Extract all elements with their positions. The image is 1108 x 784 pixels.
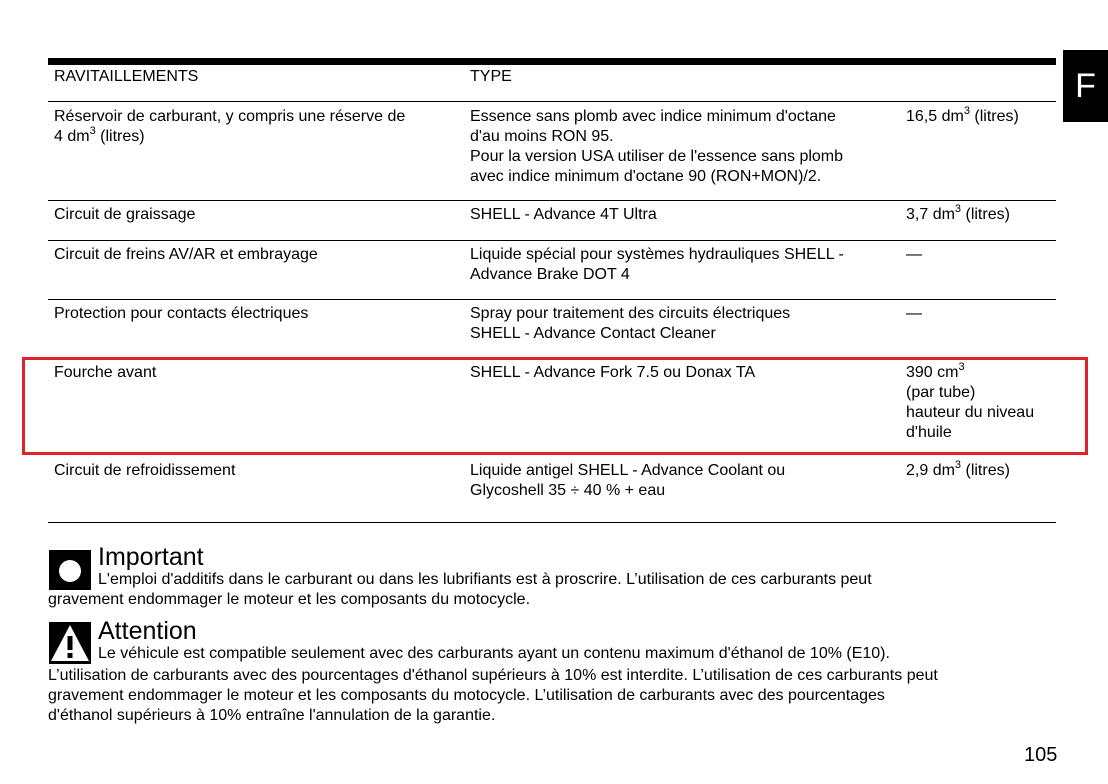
table-header-row xyxy=(48,65,1056,102)
column-header-type: TYPE xyxy=(470,68,512,85)
row-quantity: — xyxy=(906,246,922,263)
row-item: Circuit de refroidissement xyxy=(54,462,236,479)
important-text: gravement endommager le moteur et les composants du motocycle. xyxy=(48,591,531,608)
filled-circle-icon xyxy=(49,550,91,590)
important-title: Important xyxy=(98,543,204,571)
row-item: Fourche avant xyxy=(54,364,157,381)
table-row xyxy=(48,459,1056,523)
row-type: Liquide spécial pour systèmes hydrauliques SHELL - Advance Brake DOT 4 xyxy=(470,246,844,283)
row-item: Protection pour contacts électriques xyxy=(54,305,309,322)
row-type: Spray pour traitement des circuits électriques SHELL - Advance Contact Cleaner xyxy=(470,305,791,342)
row-item: Circuit de freins AV/AR et embrayage xyxy=(54,246,318,263)
row-type: Liquide antigel SHELL - Advance Coolant ou Glycoshell 35 ÷ 40 % + eau xyxy=(470,462,786,499)
row-item: Circuit de graissage xyxy=(54,206,196,223)
row-type: SHELL - Advance Fork 7.5 ou Donax TA xyxy=(470,364,756,381)
column-header-supplies: RAVITAILLEMENTS xyxy=(54,68,199,85)
row-type: Essence sans plomb avec indice minimum d'octane d'au moins RON 95. Pour la version USA utiliser de l'essence sans plomb avec indice minimum d'octane 90 (RON+MON)/2. xyxy=(470,108,844,185)
table-top-rule xyxy=(48,58,1056,65)
table-row xyxy=(48,300,1056,360)
attention-text-line: Le véhicule est compatible seulement avec des carburants ayant un contenu maximum d'éthanol de 10% (E10). xyxy=(98,645,890,662)
row-quantity: 3,7 $dm^3$ (litres) xyxy=(906,203,1010,223)
row-type: SHELL - Advance 4T Ultra xyxy=(470,206,657,223)
attention-title: Attention xyxy=(98,617,197,645)
highlight-box xyxy=(22,357,1088,455)
important-text-line: L'emploi d'additifs dans le carburant ou dans les lubrifiants est à proscrire. L’utilisation de ces carburants peut xyxy=(98,571,872,588)
row-quantity: — xyxy=(906,305,922,322)
table-row xyxy=(48,102,1056,201)
table-row xyxy=(48,241,1056,300)
important-note xyxy=(48,544,1058,614)
row-quantity: 2,9 $dm^3$ (litres) xyxy=(906,459,1010,479)
row-quantity: 16,5 $dm^3$ (litres) xyxy=(906,105,1019,125)
section-tab: F xyxy=(1063,50,1108,122)
table-row xyxy=(48,201,1056,241)
row-quantity: 390 $cm^3$ (par tube) hauteur du niveau d'huile xyxy=(906,361,1035,441)
attention-note xyxy=(48,618,1058,732)
page-number: 105 xyxy=(1024,744,1058,766)
attention-text: L’utilisation de carburants avec des pourcentages d'éthanol supérieurs à 10% est interdite. L’utilisation de ces carburants peut gravement endommager le moteur et les composants du motocycle. L’utilisation de carburants avec des pourcentages d'éthanol supérieurs à 10% entraîne l'annulation de la garantie. xyxy=(48,667,938,724)
warning-triangle-icon xyxy=(49,622,91,664)
row-item: Réservoir de carburant, y compris une réserve de 4 $dm^3$ (litres) xyxy=(54,108,406,145)
